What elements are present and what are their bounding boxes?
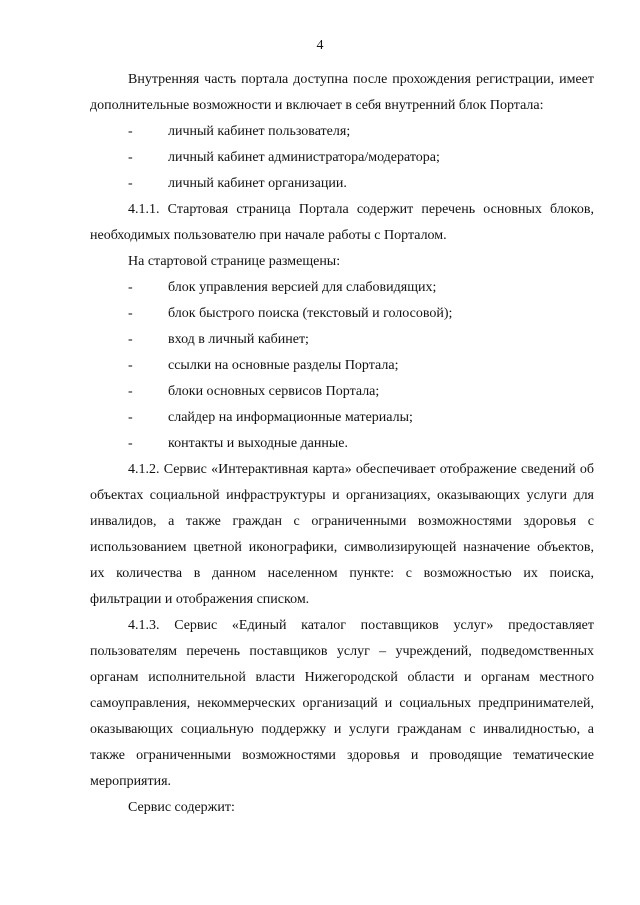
list-item bbox=[90, 119, 594, 145]
paragraph-service-contains: Сервис содержит: bbox=[128, 800, 235, 815]
bullet-dash: - bbox=[128, 358, 133, 373]
bullet-dash: - bbox=[128, 384, 133, 399]
bullet-dash: - bbox=[128, 436, 133, 451]
paragraph-start-page-placed: На стартовой странице размещены: bbox=[128, 254, 341, 269]
paragraph-interactive-map: 4.1.2. Сервис «Интерактивная карта» обеспечивает отображение сведений об объектах социальной инфраструктуры и организациях, оказывающих услуги для инвалидов, а также граждан с ограниченными возможностями здоровья с использованием цветной иконографики, символизирующей назначение объектов, их количества в данном населенном пункте: с возможностью их поиска, фильтрации и отображения списком. bbox=[90, 462, 594, 607]
list-item bbox=[90, 379, 594, 405]
bullet-dash: - bbox=[128, 150, 133, 165]
list-item bbox=[90, 145, 594, 171]
document-body bbox=[90, 67, 594, 821]
list-item-text: личный кабинет пользователя; bbox=[168, 124, 351, 139]
list-item-text: блоки основных сервисов Портала; bbox=[168, 384, 380, 399]
list-item-text: ссылки на основные разделы Портала; bbox=[168, 358, 399, 373]
list-item-text: личный кабинет организации. bbox=[168, 176, 347, 191]
list-item-text: контакты и выходные данные. bbox=[168, 436, 348, 451]
bullet-dash: - bbox=[128, 410, 133, 425]
list-item-text: вход в личный кабинет; bbox=[168, 332, 309, 347]
bullet-dash: - bbox=[128, 280, 133, 295]
list-item-text: личный кабинет администратора/модератора; bbox=[168, 150, 440, 165]
list-item-text: слайдер на информационные материалы; bbox=[168, 410, 413, 425]
paragraph-portal-inner-part: Внутренняя часть портала доступна после прохождения регистрации, имеет дополнительные возможности и включает в себя внутренний блок Портала: bbox=[90, 72, 594, 113]
bullet-dash: - bbox=[128, 176, 133, 191]
bullet-dash: - bbox=[128, 124, 133, 139]
list-item bbox=[90, 431, 594, 457]
list-item bbox=[90, 327, 594, 353]
list-item bbox=[90, 353, 594, 379]
list-item bbox=[90, 405, 594, 431]
list-item-text: блок быстрого поиска (текстовый и голосовой); bbox=[168, 306, 453, 321]
list-inner-block bbox=[90, 119, 594, 197]
list-start-page bbox=[90, 275, 594, 457]
list-item bbox=[90, 171, 594, 197]
list-item-text: блок управления версией для слабовидящих; bbox=[168, 280, 437, 295]
paragraph-start-page: 4.1.1. Стартовая страница Портала содержит перечень основных блоков, необходимых пользователю при начале работы с Порталом. bbox=[90, 202, 594, 243]
bullet-dash: - bbox=[128, 332, 133, 347]
paragraph-provider-catalog: 4.1.3. Сервис «Единый каталог поставщиков услуг» предоставляет пользователям перечень поставщиков услуг – учреждений, подведомственных органам исполнительной власти Нижегородской области и органам местного самоуправления, некоммерческих организаций и социальных предпринимателей, оказывающих социальную поддержку и услуги гражданам с инвалидностью, а также ограниченными возможностями здоровья и проводящие тематические мероприятия. bbox=[90, 618, 594, 789]
bullet-dash: - bbox=[128, 306, 133, 321]
list-item bbox=[90, 301, 594, 327]
list-item bbox=[90, 275, 594, 301]
page-number: 4 bbox=[316, 38, 324, 53]
